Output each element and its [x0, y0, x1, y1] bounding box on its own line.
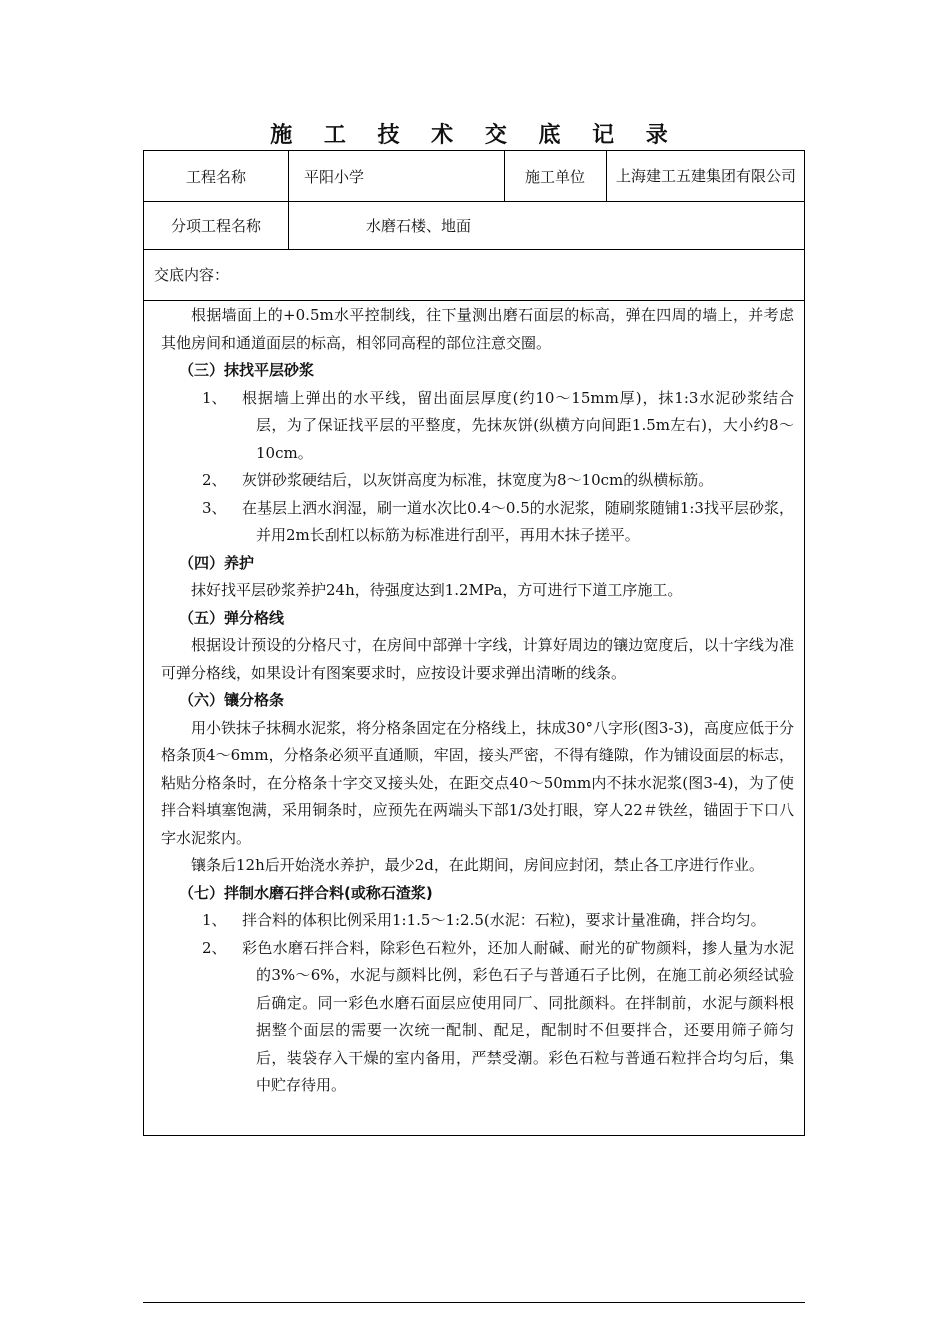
list-text: 根据墙上弹出的水平线，留出面层厚度(约10～15mm厚)，抹1:3水泥砂浆结合层，为了保证找平层的平整度，先抹灰饼(纵横方向间距1.5m左右)，大小约8～10cm。 [242, 388, 794, 462]
list-item [144, 467, 804, 495]
list-text: 拌合料的体积比例采用1:1.5～1:2.5(水泥：石粒)，要求计量准确，拌合均匀。 [242, 911, 766, 929]
section-6-heading: （六）镶分格条 [179, 691, 285, 709]
list-text: 彩色水磨石拌合料，除彩色石粒外，还加人耐碱、耐光的矿物颜料，掺人量为水泥的3%～6%，水泥与颜料比例，彩色石子与普通石子比例，在施工前必须经试验后确定。同一彩色水磨石面层应使用同厂、同批颜料。在拌制前，水泥与颜料根据整个面层的需要一次统一配制、配足，配制时不但要拌合，还要用筛子筛匀后，装袋存入干燥的室内备用，严禁受潮。彩色石粒与普通石粒拌合均匀后，集中贮存待用。 [242, 938, 794, 1094]
footer-rule [143, 1302, 805, 1303]
list-number: 2、 [202, 471, 227, 489]
intro-paragraph: 根据墙面上的+0.5m水平控制线，往下量测出磨石面层的标高，弹在四周的墙上，并考虑其他房间和通道面层的标高，相邻同高程的部位注意交圈。 [161, 306, 794, 352]
list-item [144, 495, 804, 550]
section-3-heading: （三）抹找平层砂浆 [179, 361, 315, 379]
list-number: 2、 [202, 938, 227, 957]
list-text: 在基层上洒水润湿，刷一道水次比0.4～0.5的水泥浆，随刷浆随铺1:3找平层砂浆，并用2m长刮杠以标筋为标准进行刮平，再用木抹子搓平。 [242, 498, 794, 544]
column-divider [606, 151, 607, 201]
section-5-paragraph: 根据设计预设的分格尺寸，在房间中部弹十字线，计算好周边的镶边宽度后，以十字线为准可弹分格线，如果设计有图案要求时，应按设计要求弹出清晰的线条。 [161, 636, 794, 682]
project-name-label: 工程名称 [185, 167, 246, 186]
construction-unit-label: 施工单位 [524, 167, 585, 186]
content-label: 交底内容： [154, 266, 230, 284]
list-number: 3、 [202, 498, 227, 517]
section-6-paragraph-2: 镶条后12h后开始浇水养护，最少2d，在此期间，房间应封闭，禁止各工序进行作业。 [191, 856, 764, 874]
list-text: 灰饼砂浆硬结后，以灰饼高度为标准，抹宽度为8～10cm的纵横标筋。 [242, 471, 714, 489]
row-divider [144, 300, 804, 301]
section-5-heading: （五）弹分格线 [179, 608, 285, 627]
section-4-paragraph: 抹好找平层砂浆养护24h，待强度达到1.2MPa，方可进行下道工序施工。 [191, 581, 683, 599]
list-item [144, 907, 804, 935]
project-name-value: 平阳小学 [304, 167, 365, 186]
list-item [144, 385, 804, 468]
sub-project-value: 水磨石楼、地面 [366, 216, 472, 235]
page-title: 施 工 技 术 交 底 记 录 [270, 123, 680, 148]
list-number: 1、 [202, 911, 227, 929]
sub-project-label: 分项工程名称 [170, 216, 261, 235]
column-divider [288, 151, 289, 249]
section-7-heading: （七）拌制水磨石拌合料(或称石渣浆) [179, 883, 433, 902]
list-number: 1、 [202, 388, 227, 407]
list-item [144, 935, 804, 1100]
record-table [143, 150, 805, 1136]
section-4-heading: （四）养护 [179, 553, 255, 572]
construction-unit-value: 上海建工五建集团有限公司 [616, 167, 797, 185]
content-body [144, 302, 804, 1100]
section-6-paragraph-1: 用小铁抹子抹稠水泥浆，将分格条固定在分格线上，抹成30°八字形(图3-3)，高度应低于分格条顶4～6mm，分格条必须平直通顺，牢固，接头严密，不得有缝隙，作为铺设面层的标志，粘贴分格条时，在分格条十字交叉接头处，在距交点40～50mm内不抹水泥浆(图3-4)，为了使拌合料填塞饱满，采用铜条时，应预先在两端头下部1/3处打眼，穿人22＃铁丝，锚固于下口八字水泥浆内。 [161, 718, 794, 847]
